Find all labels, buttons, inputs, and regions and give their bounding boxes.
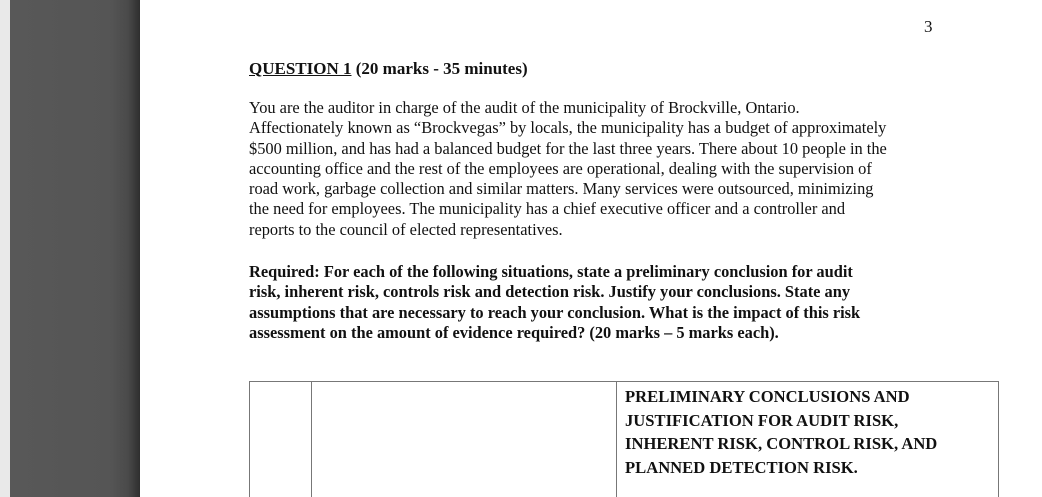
table-header-line: JUSTIFICATION FOR AUDIT RISK, — [625, 410, 899, 430]
intro-line: reports to the council of elected representatives. — [249, 219, 563, 239]
intro-paragraph — [249, 98, 887, 240]
table-header-line: PLANNED DETECTION RISK. — [625, 457, 858, 477]
table-cell-situation — [312, 382, 617, 497]
page-number: 3 — [924, 17, 933, 36]
intro-line: Affectionately known as “Brockvegas” by locals, the municipality has a budget of approximately — [249, 118, 887, 138]
required-line: assessment on the amount of evidence required? (20 marks – 5 marks each). — [249, 322, 779, 342]
viewer-background-gutter — [10, 0, 140, 497]
intro-line: accounting office and the rest of the employees are operational, dealing with the supervision of — [249, 158, 872, 178]
question-label: QUESTION 1 — [249, 59, 352, 78]
document-page — [140, 0, 1042, 497]
intro-line: You are the auditor in charge of the audit of the municipality of Brockville, Ontario. — [249, 98, 800, 117]
table-header-cell — [617, 382, 999, 497]
question-heading — [249, 59, 528, 79]
table-header-line: PRELIMINARY CONCLUSIONS AND — [625, 387, 910, 406]
answer-table — [249, 381, 999, 497]
required-line: risk, inherent risk, controls risk and detection risk. Justify your conclusions. State any — [249, 282, 851, 302]
required-line: assumptions that are necessary to reach your conclusion. What is the impact of this risk — [249, 302, 861, 322]
question-marks: (20 marks - 35 minutes) — [351, 59, 528, 78]
table-header-line: INHERENT RISK, CONTROL RISK, AND — [625, 434, 938, 453]
intro-line: $500 million, and has had a balanced budget for the last three years. There about 10 people in the — [249, 138, 887, 158]
table-header-text — [617, 382, 998, 479]
required-line: Required: For each of the following situations, state a preliminary conclusion for audit — [249, 262, 853, 281]
viewer-sidebar-edge — [0, 0, 10, 497]
table-cell-number — [250, 382, 312, 497]
intro-line: the need for employees. The municipality has a chief executive officer and a controller and — [249, 199, 846, 219]
intro-line: road work, garbage collection and similar matters. Many services were outsourced, minimizing — [249, 179, 874, 199]
table-row — [250, 382, 999, 497]
required-paragraph — [249, 262, 860, 343]
